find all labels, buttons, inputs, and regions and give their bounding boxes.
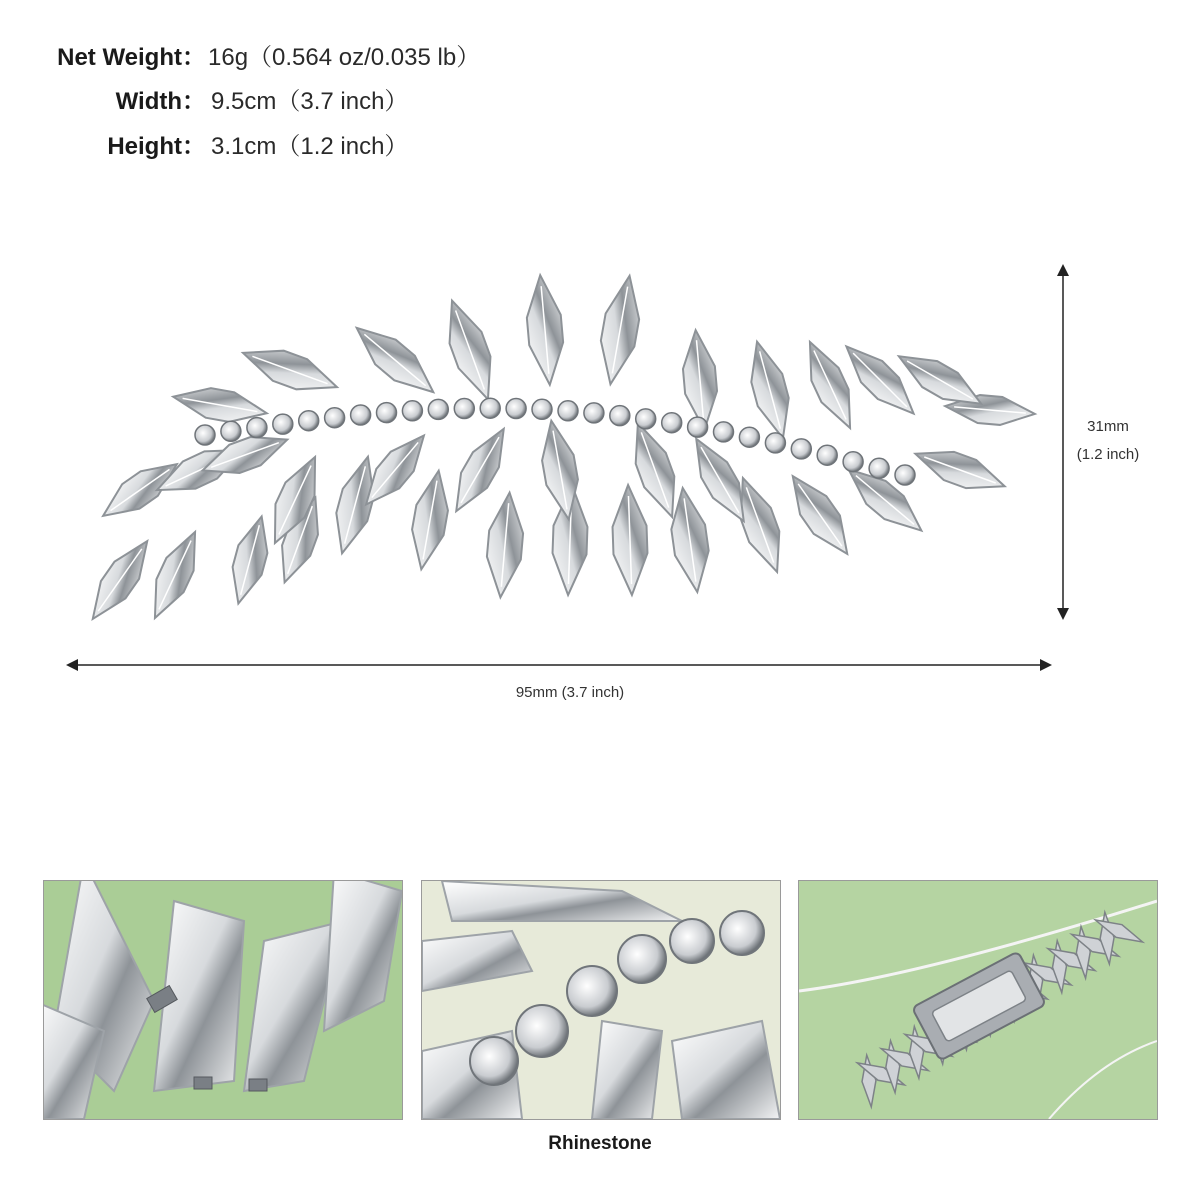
rhinestone xyxy=(662,413,682,433)
spec-value-height: 3.1cm（1.2 inch） xyxy=(211,133,409,160)
rhinestone xyxy=(817,445,837,465)
crystal-facet xyxy=(553,431,567,510)
crystal-leaf xyxy=(944,392,1036,428)
rhinestone xyxy=(377,403,397,423)
crystal-facet xyxy=(501,503,508,587)
rhinestone xyxy=(351,405,371,425)
rhinestone xyxy=(765,433,785,453)
crystal-leaf xyxy=(141,526,208,625)
rhinestone xyxy=(584,403,604,423)
crystal-leaves xyxy=(80,273,1036,628)
crystal-facet xyxy=(684,498,696,581)
crystal-leaf xyxy=(891,343,988,416)
rhinestone xyxy=(299,411,319,431)
crystal-facet xyxy=(279,466,311,535)
rhinestone xyxy=(325,408,345,428)
width-dimension-label: 95mm (3.7 inch) xyxy=(515,684,625,701)
crystal-leaf xyxy=(796,336,863,435)
spec-label-width: Width： xyxy=(115,88,206,115)
rhinestone xyxy=(636,409,656,429)
crystal-leaf xyxy=(536,418,585,522)
crystal-leaf xyxy=(680,329,721,431)
crystal-leaf xyxy=(666,486,714,595)
crystal-facet xyxy=(288,506,313,574)
spec-label-height: Height： xyxy=(107,133,206,160)
spec-value-width: 9.5cm（3.7 inch） xyxy=(211,88,409,115)
crystal-leaf xyxy=(171,382,270,428)
crystal-facet xyxy=(814,351,846,420)
crystal-facet xyxy=(853,353,907,407)
crystal-facet xyxy=(159,541,191,610)
crystal-facet xyxy=(568,496,571,584)
rhinestone xyxy=(454,399,474,419)
crystal-leaf xyxy=(346,316,443,405)
rhinestone xyxy=(247,418,267,438)
crystal-leaf xyxy=(95,452,186,528)
crystal-leaf xyxy=(523,274,566,387)
crystal-leaf xyxy=(623,418,687,523)
crystal-leaf xyxy=(910,440,1010,501)
rhinestone xyxy=(688,417,708,437)
rhinestone xyxy=(895,465,915,485)
crystal-facet xyxy=(241,525,260,595)
crystal-facet xyxy=(98,549,142,611)
crystal-facet xyxy=(954,407,1026,413)
crystal-leaf xyxy=(80,532,159,627)
rhinestone xyxy=(506,399,526,419)
rhinestone xyxy=(843,452,863,472)
crystal-leaf xyxy=(271,493,330,588)
crystal-facet xyxy=(798,484,842,546)
crystal-leaf xyxy=(611,484,649,595)
detail-photo-crystal-closeup xyxy=(43,880,403,1120)
crystal-leaf xyxy=(224,513,276,608)
crystal-leaf xyxy=(198,426,293,485)
crystal-facet xyxy=(541,286,549,374)
double-arrow-horizontal-icon xyxy=(64,655,1054,675)
crystal-facet xyxy=(746,487,773,562)
crystal-facet xyxy=(372,442,418,497)
crystal-facet xyxy=(701,447,739,513)
crystal-leaf xyxy=(483,491,526,599)
crystal-leaf xyxy=(551,484,589,595)
crystal-leaf xyxy=(594,273,647,387)
height-inch: (1.2 inch) xyxy=(1076,446,1140,463)
rhinestone xyxy=(714,422,734,442)
crystal-facet xyxy=(628,496,631,584)
crystal-leaf xyxy=(839,458,931,542)
crystal-facet xyxy=(641,432,668,507)
crystal-facet xyxy=(183,398,258,411)
crystal-leaf xyxy=(683,431,756,528)
crystal-facet xyxy=(461,437,499,503)
crystal-leaf xyxy=(728,473,792,578)
crystal-facet xyxy=(697,340,704,420)
rhinestone xyxy=(610,406,630,426)
rhinestone xyxy=(273,414,293,434)
rhinestone xyxy=(558,401,578,421)
crystal-facet xyxy=(211,443,279,468)
crystal-facet xyxy=(856,476,914,525)
crystal-leaf xyxy=(151,436,250,503)
crystal-facet xyxy=(760,351,781,428)
detail-caption: Rhinestone xyxy=(548,1133,652,1154)
crystal-leaf xyxy=(742,338,799,443)
rhinestone xyxy=(532,399,552,419)
crystal-leaf xyxy=(443,421,516,518)
crystal-facet xyxy=(364,334,425,385)
crystal-facet xyxy=(907,361,973,399)
crystal-facet xyxy=(612,287,627,374)
rhinestone xyxy=(402,401,422,421)
crystal-facet xyxy=(423,481,437,560)
rhinestone xyxy=(480,398,500,418)
detail-photo-clip-back xyxy=(798,880,1158,1120)
rhinestone xyxy=(221,421,241,441)
height-mm: 31mm xyxy=(1087,418,1129,435)
crystal-leaf xyxy=(406,468,455,572)
crystal-leaf xyxy=(836,336,924,424)
crystal-facet xyxy=(345,466,366,543)
detail-photo-rhinestone-row xyxy=(421,880,781,1120)
crystal-leaf xyxy=(260,450,329,550)
crystal-facet xyxy=(111,469,170,510)
crystal-leaf xyxy=(327,453,384,558)
crystal-facet xyxy=(924,457,995,483)
crystal-facet xyxy=(252,356,327,383)
rhinestone xyxy=(195,425,215,445)
height-dimension-label xyxy=(1062,416,1154,466)
spec-label-net-weight: Net Weight： xyxy=(57,44,206,71)
rhinestone xyxy=(739,427,759,447)
rhinestone xyxy=(791,439,811,459)
rhinestone xyxy=(428,399,448,419)
rhinestone xyxy=(869,458,889,478)
crystal-leaf xyxy=(436,295,504,405)
crystal-leaf xyxy=(355,426,436,514)
rhinestone-row xyxy=(195,398,915,485)
spec-value-net-weight: 16g（0.564 oz/0.035 lb） xyxy=(208,44,481,71)
crystal-facet xyxy=(456,311,485,390)
crystal-leaf xyxy=(780,467,861,563)
crystal-leaf xyxy=(238,338,343,402)
crystal-facet xyxy=(166,454,235,486)
